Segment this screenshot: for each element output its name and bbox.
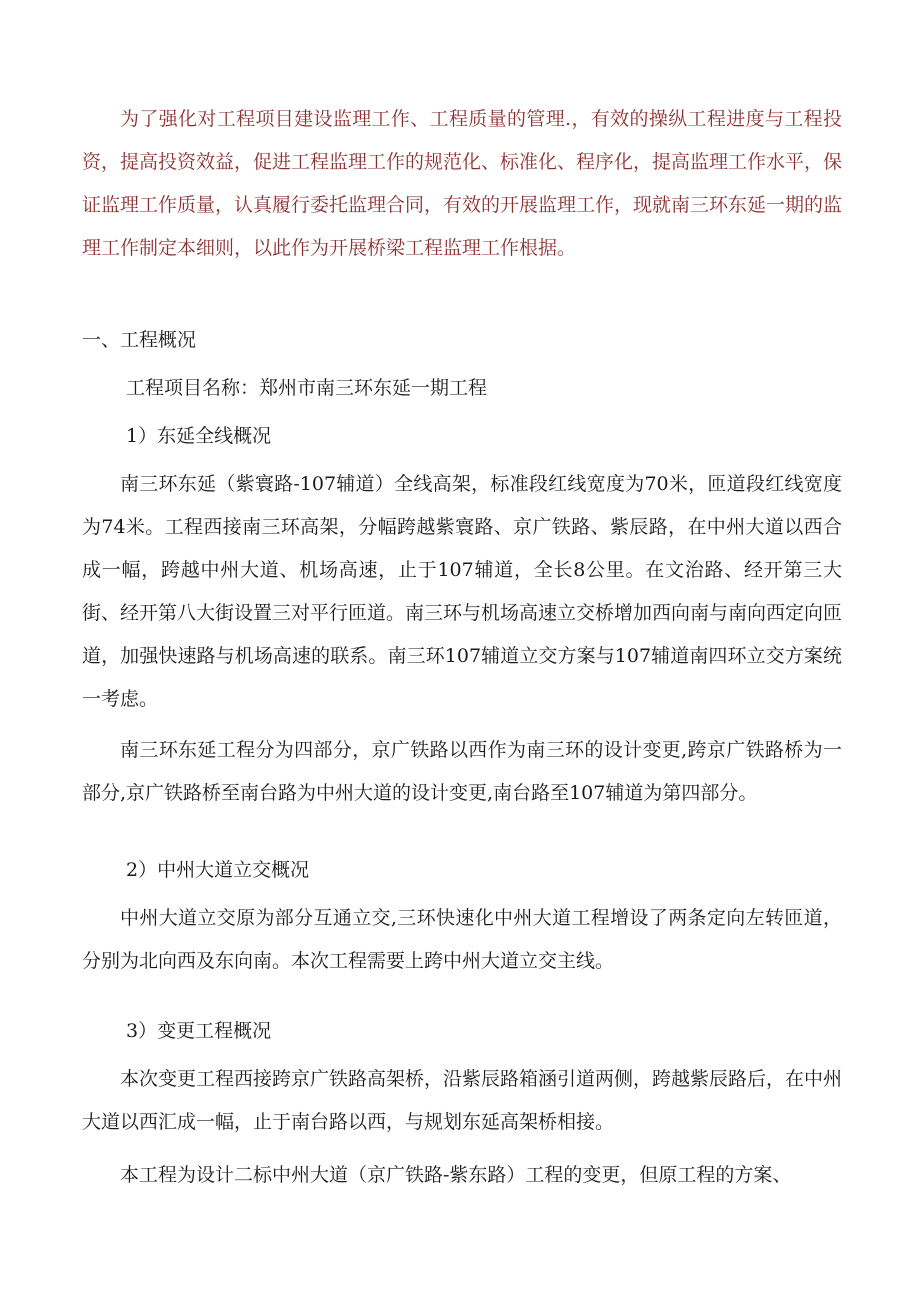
subheading-zhongzhou-interchange: 2）中州大道立交概况 [126,859,310,881]
section-heading-overview: 一、工程概况 [82,329,197,351]
subheading-change-overview: 3）变更工程概况 [126,1020,272,1042]
subheading-full-line-overview: 1）东延全线概况 [126,425,272,447]
project-parts-paragraph: 南三环东延工程分为四部分，京广铁路以西作为南三环的设计变更,跨京广铁路桥为一部分,京广铁路桥至南台路为中州大道的设计变更,南台路至107辅道为第四部分。 [82,739,842,804]
change-scope-paragraph: 本工程为设计二标中州大道（京广铁路-紫东路）工程的变更，但原工程的方案、 [120,1164,792,1186]
intro-paragraph: 为了强化对工程项目建设监理工作、工程质量的管理.，有效的操纵工程进度与工程投资，提高投资效益，促进工程监理工作的规范化、标准化、程序化，提高监理工作水平，保证监理工作质量，认真履行委托监理合同，有效的开展监理工作，现就南三环东延一期的监理工作制定本细则，以此作为开展桥梁工程监理工作根据。 [82,108,843,259]
zhongzhou-interchange-paragraph: 中州大道立交原为部分互通立交,三环快速化中州大道工程增设了两条定向左转匝道，分别为北向西及东向南。本次工程需要上跨中州大道立交主线。 [82,907,842,972]
full-line-overview-paragraph: 南三环东延（紫寰路-107辅道）全线高架，标准段红线宽度为70米，匝道段红线宽度为74米。工程西接南三环高架，分幅跨越紫寰路、京广铁路、紫辰路，在中州大道以西合成一幅，跨越中州大道、机场高速，止于107辅道，全长8公里。在文治路、经开第三大街、经开第八大街设置三对平行匝道。南三环与机场高速立交桥增加西向南与南向西定向匝道，加强快速路与机场高速的联系。南三环107辅道立交方案与107辅道南四环立交方案统一考虑。 [82,473,843,710]
project-name-line: 工程项目名称：郑州市南三环东延一期工程 [126,377,488,399]
change-overview-paragraph: 本次变更工程西接跨京广铁路高架桥，沿紫辰路箱涵引道两侧，跨越紫辰路后，在中州大道以西汇成一幅，止于南台路以西，与规划东延高架桥相接。 [82,1068,843,1133]
